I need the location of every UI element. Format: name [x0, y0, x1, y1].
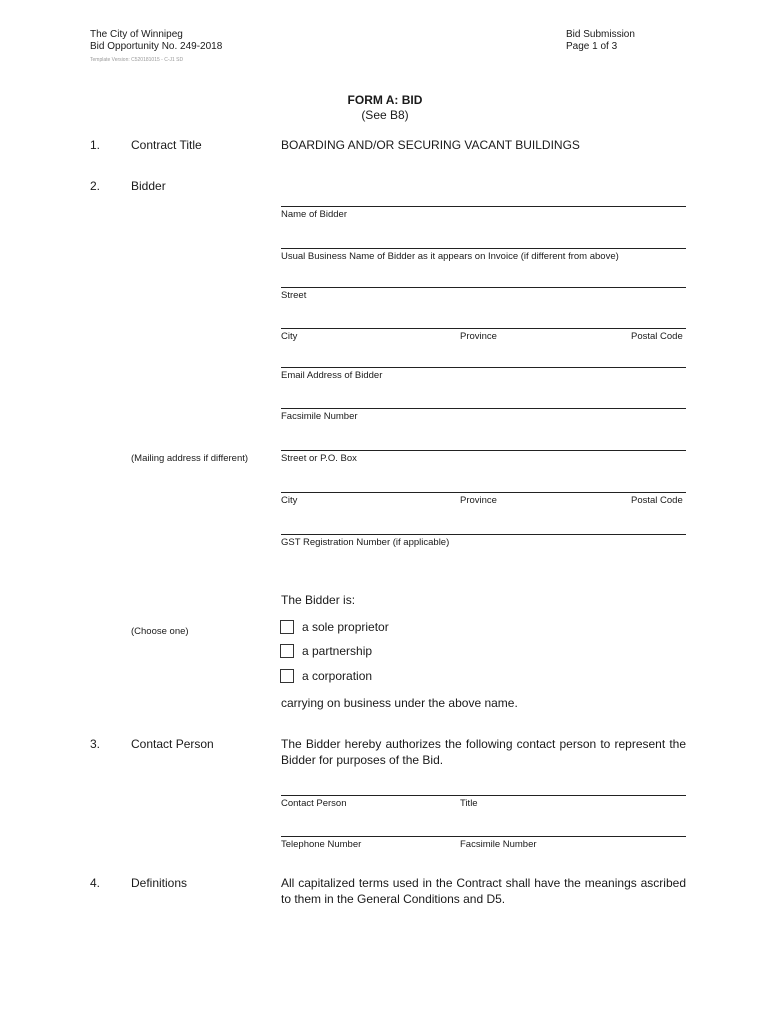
contact-authorization-text: The Bidder hereby authorizes the following contact person to represent the Bidder for purposes of the Bid.: [281, 737, 686, 767]
telephone-caption: Telephone Number: [281, 839, 362, 850]
street-caption: Street: [281, 290, 307, 301]
section-3-label: Contact Person: [131, 737, 214, 751]
email-line[interactable]: [281, 367, 686, 368]
contract-title-value: BOARDING AND/OR SECURING VACANT BUILDINGS: [281, 138, 580, 152]
header-bid-submission: Bid Submission: [566, 29, 635, 40]
section-1-label: Contract Title: [131, 138, 202, 152]
section-2-number: 2.: [90, 179, 101, 193]
bidder-is-label: The Bidder is:: [281, 593, 356, 607]
corporation-checkbox[interactable]: [280, 669, 294, 683]
sole-proprietor-checkbox[interactable]: [280, 620, 294, 634]
usual-business-name-line[interactable]: [281, 248, 686, 249]
form-title: FORM A: BID: [347, 93, 423, 107]
gst-line[interactable]: [281, 534, 686, 535]
fax-caption: Facsimile Number: [281, 411, 358, 422]
definitions-text: All capitalized terms used in the Contract shall have the meanings ascribed to them in the General Conditions and D5.: [281, 876, 686, 906]
name-of-bidder-line[interactable]: [281, 206, 686, 207]
corporation-label: a corporation: [302, 669, 373, 683]
header-bid-number: Bid Opportunity No. 249-2018: [90, 41, 223, 52]
partnership-checkbox[interactable]: [280, 644, 294, 658]
section-2-label: Bidder: [131, 179, 166, 193]
header-page-number: Page 1 of 3: [566, 41, 618, 52]
street-line[interactable]: [281, 287, 686, 288]
contact-fax-caption: Facsimile Number: [460, 839, 537, 850]
contact-person-title-line[interactable]: [281, 795, 686, 796]
telephone-fax-line[interactable]: [281, 836, 686, 837]
usual-business-name-caption: Usual Business Name of Bidder as it appears on Invoice (if different from above): [281, 251, 619, 262]
contact-title-caption: Title: [460, 798, 478, 809]
section-1-number: 1.: [90, 138, 101, 152]
email-caption: Email Address of Bidder: [281, 370, 383, 381]
street-po-line[interactable]: [281, 450, 686, 451]
section-4-label: Definitions: [131, 876, 188, 890]
mailing-city-caption: City: [281, 495, 298, 506]
contact-person-caption: Contact Person: [281, 798, 347, 809]
header-city: The City of Winnipeg: [90, 29, 183, 40]
form-subtitle: (See B8): [361, 108, 409, 122]
mailing-address-note: (Mailing address if different): [131, 453, 249, 464]
name-of-bidder-caption: Name of Bidder: [281, 209, 348, 220]
mailing-province-caption: Province: [460, 495, 497, 506]
street-po-caption: Street or P.O. Box: [281, 453, 357, 464]
mailing-postal-code-caption: Postal Code: [631, 495, 683, 506]
choose-one-note: (Choose one): [131, 626, 189, 637]
gst-caption: GST Registration Number (if applicable): [281, 537, 450, 548]
fax-line[interactable]: [281, 408, 686, 409]
city-province-postal-line[interactable]: [281, 328, 686, 329]
partnership-label: a partnership: [302, 644, 373, 658]
province-caption: Province: [460, 331, 497, 342]
city-caption: City: [281, 331, 298, 342]
template-version: Template Version: C520181015 - C-J1 SD: [90, 57, 184, 63]
carrying-on-text: carrying on business under the above name.: [281, 696, 518, 710]
mailing-city-province-postal-line[interactable]: [281, 492, 686, 493]
postal-code-caption: Postal Code: [631, 331, 683, 342]
section-4-number: 4.: [90, 876, 101, 890]
section-3-number: 3.: [90, 737, 101, 751]
sole-proprietor-label: a sole proprietor: [302, 620, 389, 634]
